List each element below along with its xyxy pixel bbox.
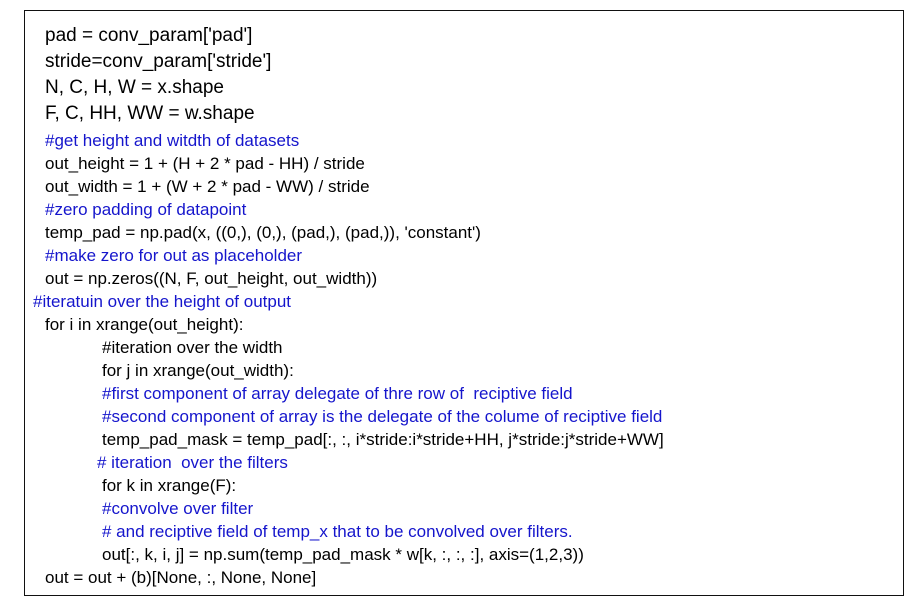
comment-receptive-field: # and reciptive field of temp_x that to be convolved over filters. bbox=[102, 522, 573, 541]
code-line-out-width: out_width = 1 + (W + 2 * pad - WW) / stride bbox=[45, 177, 370, 196]
comment-iterate-filters: # iteration over the filters bbox=[97, 453, 288, 472]
code-line-out-height: out_height = 1 + (H + 2 * pad - HH) / stride bbox=[45, 154, 365, 173]
code-line-stride: stride=conv_param['stride'] bbox=[45, 51, 272, 72]
code-line-for-j: for j in xrange(out_width): bbox=[102, 361, 294, 380]
comment-zero-padding: #zero padding of datapoint bbox=[45, 200, 247, 219]
code-line-temp-pad-mask: temp_pad_mask = temp_pad[:, :, i*stride:i*stride+HH, j*stride:j*stride+WW] bbox=[102, 430, 664, 449]
comment-height-width: #get height and witdth of datasets bbox=[45, 131, 300, 150]
comment-row-delegate: #first component of array delegate of thre row of reciptive field bbox=[102, 384, 573, 403]
comment-iterate-height: #iteratuin over the height of output bbox=[33, 292, 292, 311]
code-snippet-box bbox=[24, 10, 904, 596]
comment-iterate-width: #iteration over the width bbox=[102, 338, 283, 357]
code-line-w-shape: F, C, HH, WW = w.shape bbox=[45, 103, 255, 124]
code-line-out-sum: out[:, k, i, j] = np.sum(temp_pad_mask * w[k, :, :, :], axis=(1,2,3)) bbox=[102, 545, 584, 564]
comment-placeholder: #make zero for out as placeholder bbox=[45, 246, 303, 265]
code-line-temp-pad: temp_pad = np.pad(x, ((0,), (0,), (pad,), (pad,)), 'constant') bbox=[45, 223, 481, 242]
comment-column-delegate: #second component of array is the delegate of the colume of reciptive field bbox=[102, 407, 663, 426]
code-line-add-bias: out = out + (b)[None, :, None, None] bbox=[45, 568, 317, 587]
comment-convolve-filter: #convolve over filter bbox=[102, 499, 254, 518]
code-line-for-k: for k in xrange(F): bbox=[102, 476, 237, 495]
code-line-x-shape: N, C, H, W = x.shape bbox=[45, 77, 224, 98]
code-line-for-i: for i in xrange(out_height): bbox=[45, 315, 244, 334]
code-line-out-zeros: out = np.zeros((N, F, out_height, out_width)) bbox=[45, 269, 378, 288]
code-line-pad: pad = conv_param['pad'] bbox=[45, 25, 253, 46]
